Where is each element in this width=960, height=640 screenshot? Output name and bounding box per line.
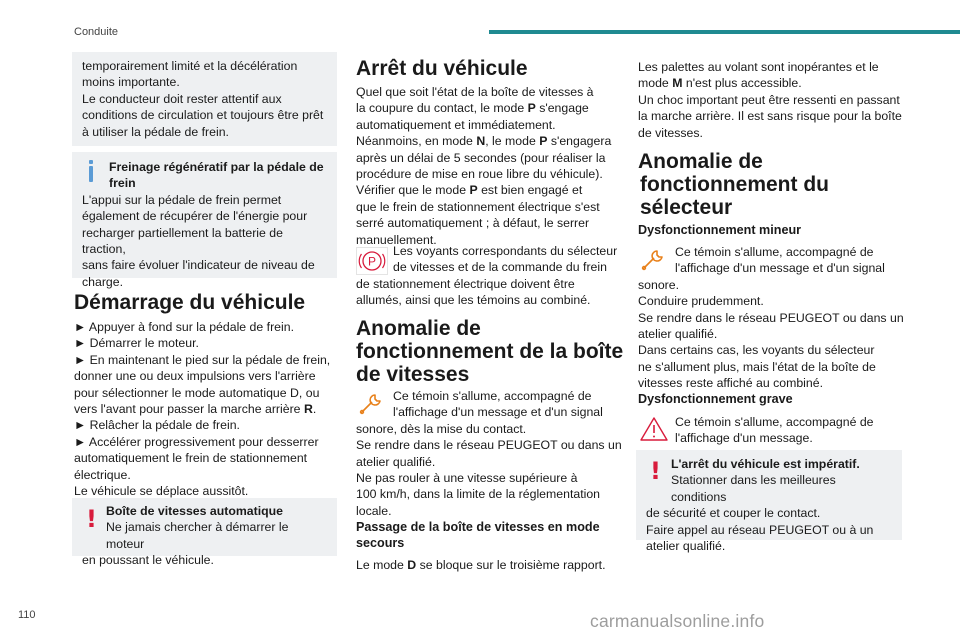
text-line: l'affichage d'un message et d'un signal [675, 261, 885, 276]
heading-line: fonctionnement du [640, 173, 829, 196]
text-line: vitesses reste affiché au combiné. [638, 376, 824, 391]
heading-line: Anomalie de [356, 317, 481, 340]
heading-starting-vehicle: Démarrage du véhicule [74, 291, 306, 314]
heading-line: Passage de la boîte de vitesses en mode [356, 520, 600, 534]
text-line: mode M n'est plus accessible. [638, 76, 802, 91]
text-line: Le conducteur doit rester attentif aux [82, 91, 282, 106]
text-line: atelier qualifié. [646, 539, 726, 554]
text-line: Néanmoins, en mode N, le mode P s'engagera [356, 134, 612, 149]
text-line: atelier qualifié. [638, 327, 718, 342]
text-line: sonore, dès la mise du contact. [356, 421, 527, 436]
subheading-backup-mode [356, 519, 600, 551]
info-box-regenerative-braking [72, 152, 337, 289]
text-line: Ne jamais chercher à démarrer le moteur [106, 520, 289, 551]
warning-box-title: Boîte de vitesses automatique [106, 504, 283, 518]
info-box-title: Freinage régénératif par la pédale de [109, 160, 324, 174]
text-line: atelier qualifié. [356, 454, 436, 469]
heading-gearbox-malfunction [356, 317, 623, 386]
text-line: Ce témoin s'allume, accompagné de [675, 245, 874, 259]
text-line: sonore. [638, 277, 680, 292]
heading-line: sélecteur [640, 196, 733, 219]
text-line: manuellement. [356, 232, 437, 247]
text-line: temporairement limité et la décélération [82, 59, 298, 73]
text-line: serré automatiquement ; à défaut, le serrer [356, 216, 590, 231]
parking-icon-letter: P [367, 254, 377, 269]
text-line: Le véhicule se déplace aussitôt. [74, 484, 249, 499]
text-line: conditions de circulation et toujours être prêt [82, 108, 324, 123]
text-line: Les palettes au volant sont inopérantes et le [638, 60, 879, 74]
text-line: vers l'avant pour passer la marche arrière R. [74, 402, 317, 417]
text-line: donner une ou deux impulsions vers l'arrière [74, 369, 316, 384]
heading-stopping-vehicle: Arrêt du véhicule [356, 57, 528, 80]
text-line: l'affichage d'un message. [675, 431, 813, 446]
text-line: ► Accélérer progressivement pour desserrer [74, 434, 319, 449]
text-line: Faire appel au réseau PEUGEOT ou à un [646, 522, 874, 537]
text-line: en poussant le véhicule. [82, 553, 214, 568]
text-line: Quel que soit l'état de la boîte de vitesses à [356, 85, 594, 99]
heading-line: secours [356, 536, 405, 550]
header-accent-bar [489, 30, 960, 34]
text-line: automatiquement le frein de stationnement [74, 451, 308, 466]
text-line: ► En maintenant le pied sur la pédale de frein, [74, 352, 331, 367]
text-line: recharger partiellement la batterie de traction, [82, 225, 283, 257]
text-line: ► Relâcher la pédale de frein. [74, 418, 240, 433]
warning-exclamation-icon: ! [650, 457, 661, 485]
heading-line: Anomalie de [638, 150, 763, 173]
page-number: 110 [18, 609, 36, 621]
text-line: automatiquement et immédiatement. [356, 117, 556, 132]
text-line: Un choc important peut être ressenti en passant [638, 92, 900, 107]
starting-procedure [74, 319, 344, 499]
text-line: pour sélectionner le mode automatique D, ou [74, 385, 320, 400]
text-line: de vitesses. [638, 125, 703, 140]
text-line: Ce témoin s'allume, accompagné de [393, 389, 592, 403]
text-line: également de récupérer de l'énergie pour [82, 209, 308, 224]
warning-box-automatic-gearbox [72, 498, 337, 568]
text-line: Les voyants correspondants du sélecteur [393, 244, 618, 258]
text-line: ► Appuyer à fond sur la pédale de frein. [74, 320, 294, 334]
text-line: sans faire évoluer l'indicateur de niveau de [82, 258, 315, 273]
text-line: allumés, ainsi que les témoins au combiné. [356, 293, 591, 308]
subheading-severe-malfunction: Dysfonctionnement grave [638, 392, 793, 406]
info-box-title: frein [109, 176, 136, 191]
minor-malfunction-text [638, 244, 913, 392]
warning-box-vehicle-stop [636, 450, 902, 554]
subheading-minor-malfunction: Dysfonctionnement mineur [638, 223, 802, 237]
warning-exclamation-icon: ! [86, 505, 97, 533]
text-line: de sécurité et couper le contact. [646, 506, 821, 521]
text-line: charge. [82, 274, 124, 289]
text-line: Conduire prudemment. [638, 294, 764, 309]
heading-selector-malfunction [638, 150, 829, 219]
text-line: électrique. [74, 467, 131, 482]
severe-malfunction-text [638, 414, 913, 447]
text-line: de vitesses et de la commande du frein [393, 260, 607, 275]
gearbox-malfunction-text [356, 388, 631, 519]
text-line: moins importante. [82, 75, 180, 90]
text-line: de stationnement électrique doivent être [356, 276, 575, 291]
backup-mode-text: Le mode D se bloque sur le troisième rapport. [356, 558, 606, 572]
text-line: Vérifier que le mode P est bien engagé et [356, 183, 583, 198]
heading-line: fonctionnement de la boîte [356, 340, 624, 363]
stopping-text [356, 84, 631, 248]
text-line: après un délai de 5 secondes (pour réaliser la [356, 150, 606, 165]
text-line: ► Démarrer le moteur. [74, 336, 199, 351]
text-line: L'appui sur la pédale de frein permet [82, 192, 282, 207]
text-line: Ne pas rouler à une vitesse supérieure à [356, 471, 578, 486]
text-line: la marche arrière. Il est sans risque pour la boîte [638, 109, 902, 124]
heading-line: de vitesses [356, 363, 470, 386]
text-line: l'affichage d'un message et d'un signal [393, 405, 603, 420]
info-icon [86, 160, 96, 182]
text-line: Ce témoin s'allume, accompagné de [675, 415, 874, 429]
text-line: locale. [356, 503, 392, 518]
text-line: que le frein de stationnement électrique s'est [356, 199, 600, 214]
text-line: procédure de mise en roue libre du véhicule). [356, 167, 603, 182]
text-line: Stationner dans les meilleures conditions [671, 473, 836, 504]
text-line: à utiliser la pédale de frein. [82, 124, 229, 139]
text-line: Se rendre dans le réseau PEUGEOT ou dans un [638, 310, 904, 325]
watermark: carmanualsonline.info [590, 611, 765, 631]
text-line: ne s'allument plus, mais l'état de la boîte de [638, 359, 876, 374]
text-line: 100 km/h, dans la limite de la réglementation [356, 487, 601, 502]
parking-indicator-text [356, 243, 631, 309]
paddles-text [638, 59, 908, 141]
section-title: Conduite [74, 26, 119, 38]
warning-box-title: L'arrêt du véhicule est impératif. [671, 457, 860, 471]
text-line: Dans certains cas, les voyants du sélecteur [638, 343, 875, 358]
info-box-continued [72, 52, 337, 146]
text-line: la coupure du contact, le mode P s'engage [356, 101, 589, 116]
text-line: Se rendre dans le réseau PEUGEOT ou dans un [356, 438, 622, 453]
